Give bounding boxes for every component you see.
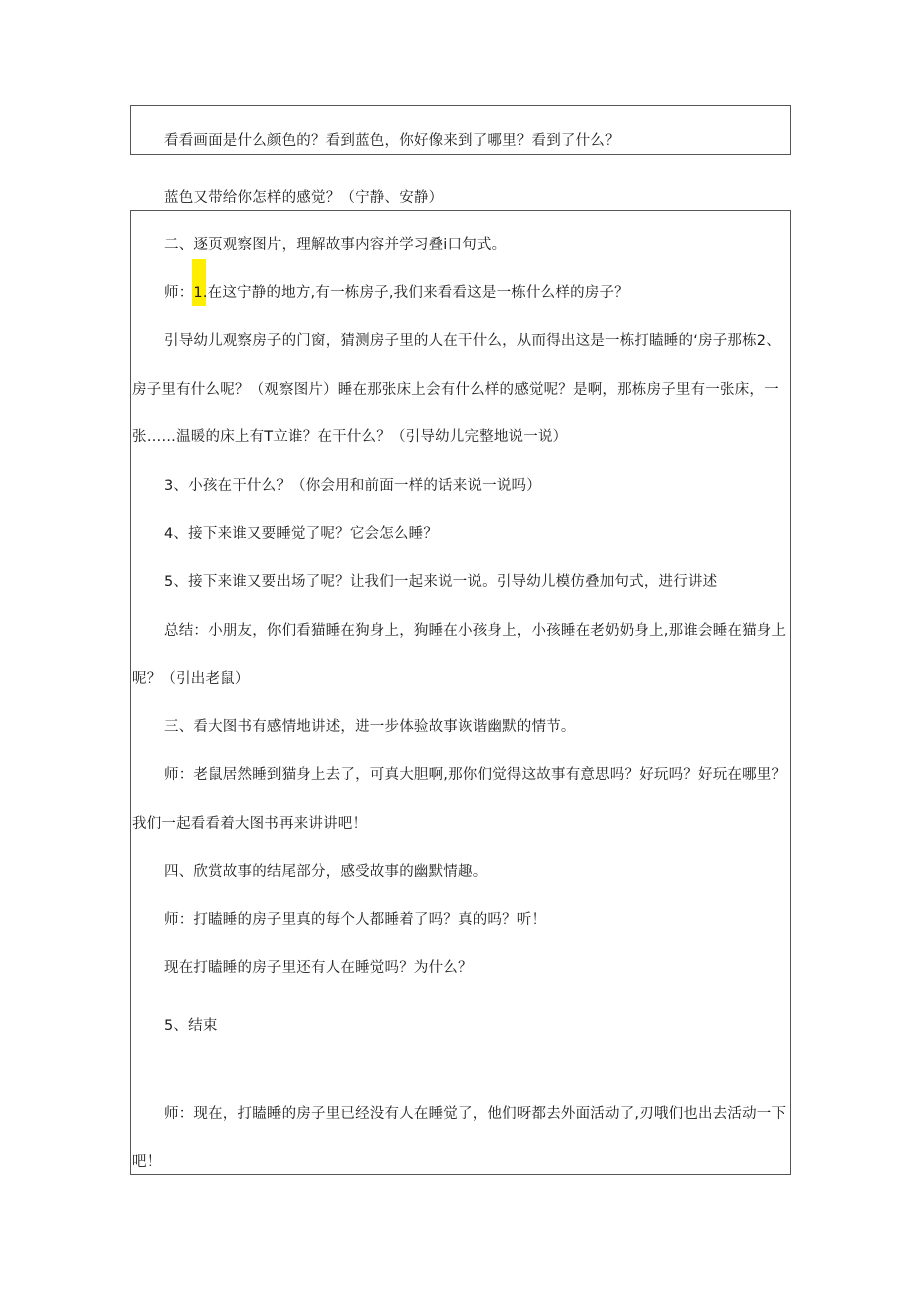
section-heading: 二、逐页观察图片，理解故事内容并学习叠i口句式。: [164, 237, 507, 253]
text-line: 吧！: [132, 1154, 162, 1170]
text-line: 现在打瞌睡的房子里还有人在睡觉吗？为什么？: [164, 960, 473, 976]
text-line: 总结：小朋友，你们看猫睡在狗身上，狗睡在小孩身上，小孩睡在老奶奶身上,那谁会睡在猫身上: [164, 623, 787, 639]
text-line: 师：现在，打瞌睡的房子里已经没有人在睡觉了，他们呀都去外面活动了,刃哦们也出去活动一下: [164, 1106, 787, 1122]
text-line: 蓝色又带给你怎样的感觉？（宁静、安静）: [164, 190, 444, 206]
text-line: 我们一起看看着大图书再来讲讲吧！: [132, 816, 368, 832]
text-line: 师：打瞌睡的房子里真的每个人都睡着了吗？真的吗？听！: [164, 912, 547, 928]
text-line: 师：老鼠居然睡到猫身上去了，可真大胆啊,那你们觉得这故事有意思吗？好玩吗？好玩在哪里？: [164, 767, 787, 783]
line-text: 在这宁静的地方,有一栋房子,我们来看看这是一栋什么样的房子？: [207, 285, 629, 301]
section-heading: 四、欣赏故事的结尾部分，感受故事的幽默情趣。: [164, 864, 488, 880]
text-line: 3、小孩在干什么？（你会用和前面一样的话来说一说吗）: [164, 478, 541, 494]
text-line: 呢？（引出老鼠）: [132, 671, 250, 687]
highlighted-number: 1.: [193, 285, 208, 301]
speaker-label: 师：: [164, 285, 194, 301]
text-line: 5、结束: [164, 1018, 218, 1034]
text-line: 看看画面是什么颜色的？看到蓝色，你好像来到了哪里？看到了什么？: [164, 133, 620, 149]
text-line: 4、接下来谁又要睡觉了呢？它会怎么睡？: [164, 526, 439, 542]
text-line: 张……温暖的床上有T立谁？在干什么？（引导幼儿完整地说一说）: [132, 429, 568, 445]
table-cell-main: [130, 210, 791, 1175]
text-line: 5、接下来谁又要出场了呢？让我们一起来说一说。引导幼儿模仿叠加句式，进行讲述: [164, 574, 718, 590]
text-line: [164, 283, 629, 303]
text-line: 引导幼儿观察房子的门窗，猜测房子里的人在干什么，从而得出这是一栋打瞌睡的‘房子那栋2、: [164, 333, 781, 349]
text-line: 房子里有什么呢？（观察图片）睡在那张床上会有什么样的感觉呢？是啊，那栋房子里有一张床，一: [132, 382, 779, 398]
section-heading: 三、看大图书有感情地讲述，进一步体验故事诙谐幽默的情节。: [164, 719, 576, 735]
